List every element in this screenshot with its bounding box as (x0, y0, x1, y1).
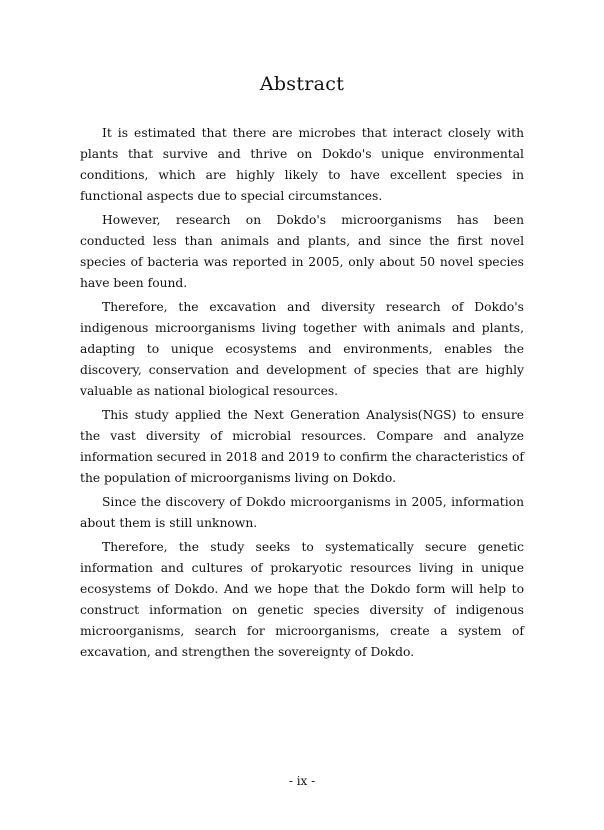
paragraph: It is estimated that there are microbes that interact closely with plants that survive and thrive on Dokdo's unique environmental conditions, which are highly likely to have excellent species in functional aspects due to special circumstances. (80, 126, 524, 203)
paragraph: This study applied the Next Generation Analysis(NGS) to ensure the vast diversity of microbial resources. Compare and analyze information secured in 2018 and 2019 to confirm the characteristics of the population of microorganisms living on Dokdo. (80, 408, 524, 485)
page-number: - ix - (288, 774, 316, 788)
paragraph: However, research on Dokdo's microorganisms has been conducted less than animals and plants, and since the first novel species of bacteria was reported in 2005, only about 50 novel species have been found. (80, 213, 524, 290)
paragraph: Therefore, the excavation and diversity research of Dokdo's indigenous microorganisms living together with animals and plants, adapting to unique ecosystems and environments, enables the discovery, conservation and development of species that are highly valuable as national biological resources. (80, 300, 524, 398)
paragraph: Therefore, the study seeks to systematically secure genetic information and cultures of prokaryotic resources living in unique ecosystems of Dokdo. And we hope that the Dokdo form will help to construct information on genetic species diversity of indigenous microorganisms, search for microorganisms, create a system of excavation, and strengthen the sovereignty of Dokdo. (80, 540, 524, 659)
abstract-body (80, 123, 524, 666)
page-title: Abstract (259, 72, 345, 95)
paragraph: Since the discovery of Dokdo microorganisms in 2005, information about them is still unknown. (80, 495, 524, 530)
